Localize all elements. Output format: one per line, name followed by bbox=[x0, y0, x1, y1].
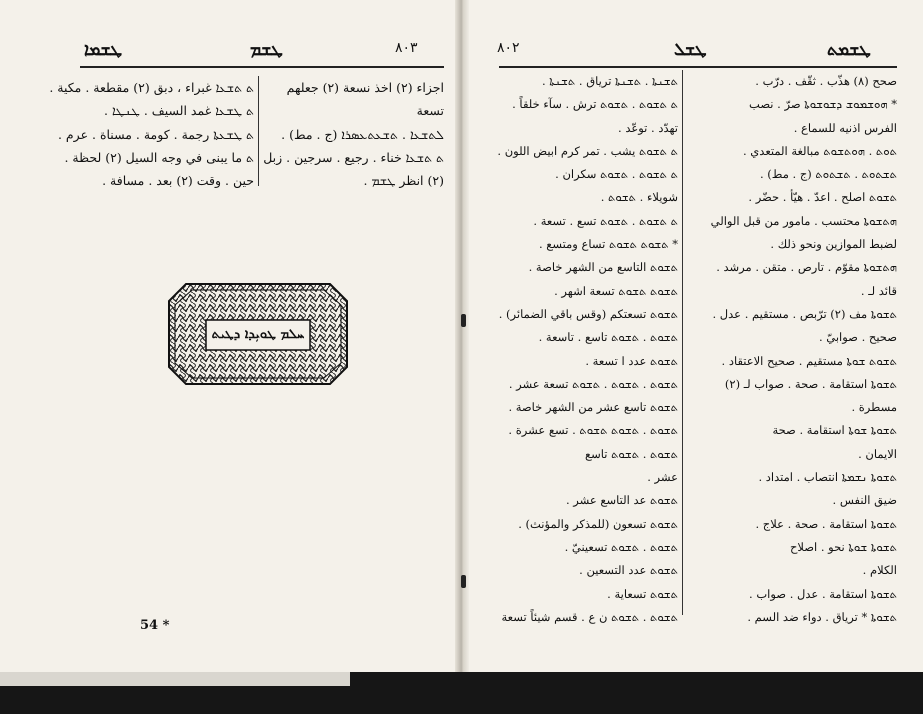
entry-line: ܬ ܬܫܘܬ . ܬܫܘܬ سكران . bbox=[555, 167, 678, 182]
entry-line: ܗܬܫܘܬܐ محتسب . مامور من قبل الوالي bbox=[710, 213, 897, 228]
running-head-center: ܛܫܡ bbox=[250, 40, 283, 60]
entry-line: ܬܫܢܬܐ . ܬܫܢܬܐ ترياق . ܬܫܢܬܐ . bbox=[541, 74, 678, 88]
binding-mark bbox=[461, 314, 466, 327]
entry-line: ܬܫܘܬܐ ܫܘܬܐ استقامة . صحة bbox=[772, 423, 897, 438]
entry-line: ܬܫܘܬܐ ܢܫܡܬܐ انتصاب . امتداد . bbox=[758, 470, 897, 485]
entry-line: ܬܫܘܬ اصلح . اعدّ . هيّأ . حضّر . bbox=[748, 190, 897, 205]
entry-column-right bbox=[687, 70, 897, 629]
entry-line: ܬܫܘܬܐ ܫܘܬܐ نحو . اصلاح bbox=[789, 539, 897, 554]
entry-line: ܬ ܬܫܥܐ خناء . رجيع . سرجين . زبل bbox=[263, 149, 444, 165]
entry-line: قائد لـ . bbox=[860, 283, 897, 298]
entry-line: ܠܬܫܥܐ . ܬܫܥܬܥܣܪܐ (ج . مط) . bbox=[281, 126, 444, 142]
entry-line: ܬܫܘܬܐ استقامة . صحة . صواب لـ (٢) bbox=[724, 376, 897, 391]
entry-line: ܬܫܘܬ . ܬܫܘܬ تاسع . تاسعة . bbox=[538, 330, 678, 345]
entry-line: عشر . bbox=[647, 470, 678, 485]
entry-line: ܬ ܬܫܥܐ غبراء ، دبق (٢) مقطعة . مكية . bbox=[49, 80, 254, 95]
entry-line: الفرس اذنيه للسماع . bbox=[793, 120, 897, 135]
ornament-title: ܚܠܡ ܛܘܝܼܕܐ ܕܛܝܬ bbox=[211, 327, 305, 342]
header-rule bbox=[499, 66, 897, 68]
entry-line: ܬܫܘܬ التاسع من الشهر خاصة . bbox=[528, 260, 678, 275]
entry-line: ܬ ܛܫܥܬܐ رجمة . كومة . مسناة . عرم . bbox=[57, 126, 254, 142]
entry-line: * ܬܫܘܬ ܬܫܘܬ تساع ومتسع . bbox=[538, 237, 678, 252]
entry-line: ܬܫܘܬ تسعاية . bbox=[607, 586, 678, 601]
entry-line: ܬ ܛܫܥܐ غمد السيف . ܛܢܛܐ . bbox=[104, 103, 254, 119]
entry-line: ܬ ܬܫܘܬ يشب . تمر كرم ابيض اللون . bbox=[497, 143, 678, 158]
entry-line: ܬ ما يبنى في وجه السيل (٢) لحظة . bbox=[64, 149, 254, 165]
entry-line: ܬܘܬ . ܗܘܬܫܘܬ مبالغة المتعدي . bbox=[742, 143, 897, 158]
entry-column-left bbox=[49, 76, 254, 192]
entry-column-right bbox=[260, 76, 444, 192]
entry-line: تهدّد . توعّد . bbox=[618, 120, 678, 135]
entry-line: ܬܫܘܬܐ مف (٢) ترّبص . مستقيم . عدل . bbox=[712, 306, 897, 321]
header-rule bbox=[80, 66, 444, 68]
entry-line: * ܗܘܫܡܘܫ ܕܫܘܫܘܬܐ صرّ . نصب bbox=[749, 97, 897, 112]
entry-line: ܬ ܬܫܘܬ . ܬܫܘܬ ترش . سآء خلقاً . bbox=[512, 97, 678, 112]
entry-line: لضبط الموازين ونحو ذلك . bbox=[770, 237, 897, 252]
column-divider bbox=[682, 70, 683, 615]
entry-line: ܬܫܘܬ تسعون (للمذكر والمؤنث) . bbox=[518, 516, 678, 531]
entry-line: شويلاء . ܬܫܘܬ . bbox=[600, 190, 678, 205]
running-head-left: ܛܫܡܐ bbox=[84, 40, 122, 60]
entry-line: اجزاء (٢) اخذ نسعة (٢) جعلهم bbox=[286, 80, 444, 95]
left-page bbox=[0, 0, 455, 672]
entry-line: ܬܫܘܬ . ܬܫܘܬ ܬܫܘܬ . تسع عشرة . bbox=[508, 423, 678, 438]
right-page bbox=[469, 0, 923, 672]
column-divider bbox=[258, 76, 259, 186]
entry-line: صحح (٨) هذّب . ثقّف . درّب . bbox=[755, 74, 897, 88]
entry-line: ܬܫܘܬܐ استقامة . صحة . علاج . bbox=[755, 516, 897, 531]
entry-line: ܬܫܘܬܐ * ترياق . دواء ضد السم . bbox=[747, 609, 897, 624]
entry-line: ضيق النفس . bbox=[832, 493, 897, 508]
entry-line: ܬܫܘܬ عدد التسعين . bbox=[579, 563, 678, 578]
book-gutter bbox=[455, 0, 469, 672]
entry-line: ܬܫܘܬ . ܬܫܘܬ . ܬܫܘܬ تسعة عشر . bbox=[508, 376, 678, 391]
entry-line: تسعة bbox=[416, 103, 444, 119]
entry-line: (٢) انظر ܛܫܡ . bbox=[363, 173, 444, 189]
entry-line: ܬܫܘܬ . ܬܫܘܬ تاسع bbox=[584, 446, 678, 461]
running-head-center: ܛܫܠ bbox=[674, 40, 707, 60]
page-number-top: ٨٠٣ bbox=[395, 40, 418, 56]
entry-line: ܬܫܘܬܐ استقامة . عدل . صواب . bbox=[749, 586, 897, 601]
entry-line: مسطرة . bbox=[851, 400, 897, 415]
entry-line: ܬܫܬܘܬ . ܬܫܬܘܬ (ج . مط) . bbox=[759, 167, 897, 182]
entry-line: الكلام . bbox=[862, 563, 897, 578]
entry-line: ܬܫܘܬ تاسع عشر من الشهر خاصة . bbox=[508, 400, 678, 415]
entry-line: ܬܫܘܬ . ܬܫܘܬ تسعينيّ . bbox=[564, 539, 678, 554]
scanner-edge-highlight bbox=[0, 672, 350, 686]
entry-line: ܬܫܘܬ عد التاسع عشر . bbox=[565, 493, 678, 508]
entry-line: ܬܫܘܬ ܫܘܬܐ مستقيم . صحيح الاعتقاد . bbox=[721, 353, 897, 368]
entry-line: ܬ ܬܫܘܬ . ܬܫܘܬ تسع . تسعة . bbox=[533, 213, 678, 228]
entry-column-left bbox=[495, 70, 678, 629]
entry-line: ܬܫܘܬ ܬܫܘܬ تسعة اشهر . bbox=[554, 283, 678, 298]
page-number-top: ٨٠٢ bbox=[497, 40, 520, 56]
entry-line: ܗܬܫܘܬܐ مقوّم . تارص . متقن . مرشد . bbox=[716, 260, 897, 275]
entry-line: ܬܫܘܬ تسعتكم (وقس باقي الضمائر) . bbox=[498, 306, 678, 321]
page-number-bottom: 54 * bbox=[140, 618, 170, 633]
binding-mark bbox=[461, 575, 466, 588]
entry-line: ܬܫܘܬ . ܬܫܘܬ ن ع . قسم شيئاً تسعة bbox=[501, 609, 678, 624]
entry-line: الايمان . bbox=[858, 446, 897, 461]
entry-line: حين . وقت (٢) بعد . مسافة . bbox=[102, 173, 254, 189]
entry-line: صحيح . صوابيّ . bbox=[818, 330, 897, 345]
running-head-right: ܛܫܡܬ bbox=[827, 40, 871, 60]
entry-line: ܬܫܘܬ عدد ا تسعة . bbox=[585, 353, 678, 368]
